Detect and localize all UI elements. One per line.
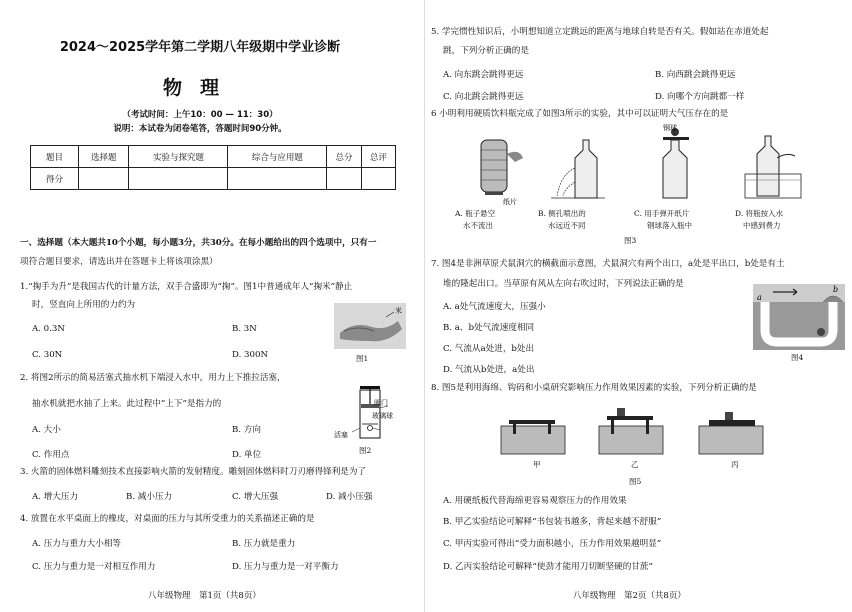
q5-line1: 5. 学完惯性知识后，小明想知道立定跳远的距离与地球自转是否有关。假如站在赤道处起 xyxy=(431,27,769,37)
score-row-label: 得分 xyxy=(31,168,79,190)
figure-3-caption-d1: D. 将瓶按入水 xyxy=(735,209,784,218)
q1-option-a[interactable]: A. 0.3N xyxy=(32,324,65,334)
q1-option-b[interactable]: B. 3N xyxy=(232,324,257,334)
figure-5-sponges xyxy=(485,400,785,456)
score-table xyxy=(30,145,396,190)
page-2-footer: 八年级物理 第2页（共8页） xyxy=(573,591,686,601)
q7-option-b[interactable]: B. a、b处气流速度相同 xyxy=(443,323,535,333)
figure-3-caption-b1: B. 侧孔喷出的 xyxy=(538,209,586,218)
figure-2-pump xyxy=(330,384,410,440)
score-header-cell: 综合与应用题 xyxy=(228,146,327,168)
q2-line1: 2. 将图2所示的简易活塞式抽水机下端浸入水中，用力上下推拉活塞， xyxy=(20,373,286,383)
figure-1-rice-label: 米 xyxy=(395,307,402,315)
q8-option-b[interactable]: B. 甲乙实验结论可解释“书包装书越多，背起来越不舒服” xyxy=(443,517,662,527)
q2-line2: 抽水机就把水抽了上来。此过程中“上下”是指力的 xyxy=(32,399,222,409)
q4-option-b[interactable]: B. 压力就是重力 xyxy=(232,539,296,549)
page-2 xyxy=(425,0,852,612)
q5-option-b[interactable]: B. 向西跳会跳得更远 xyxy=(655,70,736,80)
q2-option-d[interactable]: D. 单位 xyxy=(232,450,262,460)
q2-option-b[interactable]: B. 方向 xyxy=(232,425,261,435)
figure-3-bottles xyxy=(465,124,835,206)
figure-4-b-label: b xyxy=(833,285,839,294)
q7-option-c[interactable]: C. 气流从a处进，b处出 xyxy=(443,344,535,354)
q7-option-d[interactable]: D. 气流从b处进，a处出 xyxy=(443,365,535,375)
q3-option-b[interactable]: B. 减小压力 xyxy=(126,492,173,502)
figure-1-hands xyxy=(334,303,406,349)
score-header-cell: 选择题 xyxy=(79,146,129,168)
q5-option-c[interactable]: C. 向北跳会跳得更远 xyxy=(443,92,524,102)
figure-3-paper-label: 纸片 xyxy=(503,198,517,206)
score-cell[interactable] xyxy=(129,168,228,190)
figure-2-caption: 图2 xyxy=(359,446,372,455)
q7-line2: 堆的隆起出口。当草原有风从左向右吹过时，下列说法正确的是 xyxy=(443,279,684,289)
section1-line2: 项符合题目要求，请选出并在答题卡上将该项涂黑） xyxy=(20,257,218,267)
score-table-header-row xyxy=(31,146,396,168)
q7-line1: 7. 图4是非洲草原犬鼠洞穴的横截面示意图，犬鼠洞穴有两个出口，a处是平出口，b处是有土 xyxy=(431,259,785,269)
figure-3-steel-label: 钢球 xyxy=(663,124,677,132)
figure-4-burrow xyxy=(753,284,845,350)
figure-3-label: 图3 xyxy=(624,236,637,245)
q8-option-a[interactable]: A. 用硬纸板代替海绵更容易观察压力的作用效果 xyxy=(443,496,627,506)
q3-option-a[interactable]: A. 增大压力 xyxy=(32,492,79,502)
q3-option-c[interactable]: C. 增大压强 xyxy=(232,492,279,502)
q2-option-a[interactable]: A. 大小 xyxy=(32,425,61,435)
q6-line1: 6 小明利用硬质饮料瓶完成了如图3所示的实验，其中可以证明大气压存在的是 xyxy=(431,109,729,119)
figure-4-a-label: a xyxy=(757,293,762,302)
figure-1-caption: 图1 xyxy=(356,354,369,363)
score-cell[interactable] xyxy=(327,168,361,190)
score-cell[interactable] xyxy=(361,168,395,190)
figure-4-caption: 图4 xyxy=(791,353,804,362)
figure-5-label-jia: 甲 xyxy=(533,460,541,469)
q4-option-c[interactable]: C. 压力与重力是一对相互作用力 xyxy=(32,562,156,572)
score-cell[interactable] xyxy=(228,168,327,190)
page-1 xyxy=(0,0,425,612)
figure-3-caption-a1: A. 瓶子悬空 xyxy=(455,209,496,218)
figure-3-caption-b2: 水远近不同 xyxy=(548,221,586,230)
q1-option-c[interactable]: C. 30N xyxy=(32,350,63,360)
exam-time: （考试时间：上午10：00 — 11：30） xyxy=(122,110,278,120)
q5-line2: 跳，下列分析正确的是 xyxy=(443,46,529,56)
score-header-cell: 实验与探究题 xyxy=(129,146,228,168)
q1-option-d[interactable]: D. 300N xyxy=(232,350,268,360)
q8-line1: 8. 图5是利用海绵、钩码和小桌研究影响压力作用效果因素的实验，下列分析正确的是 xyxy=(431,383,757,393)
q5-option-d[interactable]: D. 向哪个方向跳都一样 xyxy=(655,92,745,102)
q8-option-d[interactable]: D. 乙丙实验结论可解释“使劲才能用刀切断坚硬的甘蔗” xyxy=(443,562,653,572)
figure-2-ball-label: 玻璃球 xyxy=(372,412,393,420)
score-header-cell: 题目 xyxy=(31,146,79,168)
score-cell[interactable] xyxy=(79,168,129,190)
exam-title: 2024～2025学年第二学期八年级期中学业诊断 xyxy=(59,40,341,55)
page-1-footer: 八年级物理 第1页（共8页） xyxy=(148,591,261,601)
exam-note: 说明：本试卷为闭卷笔答，答题时间90分钟。 xyxy=(113,124,287,134)
figure-5-caption: 图5 xyxy=(629,477,642,486)
figure-3-caption-c2: 钢球落入瓶中 xyxy=(647,221,692,230)
figure-2-piston-label: 活塞 xyxy=(334,431,348,439)
figure-3-caption-a2: 水不流出 xyxy=(463,221,493,230)
figure-3-caption-c1: C. 用手弹开纸片 xyxy=(634,209,690,218)
q8-option-c[interactable]: C. 甲丙实验可得出“受力面积越小，压力作用效果越明显” xyxy=(443,539,662,549)
q4-option-a[interactable]: A. 压力与重力大小相等 xyxy=(32,539,122,549)
q4-line1: 4. 放置在水平桌面上的橡皮，对桌面的压力与其所受重力的关系描述正确的是 xyxy=(20,514,315,524)
subject-title: 物理 xyxy=(162,77,237,99)
q4-option-d[interactable]: D. 压力与重力是一对平衡力 xyxy=(232,562,339,572)
score-header-cell: 总分 xyxy=(327,146,361,168)
section1-line1: 一、选择题（本大题共10个小题，每小题3分，共30分。在每小题给出的四个选项中，只有一 xyxy=(20,238,377,248)
q7-option-a[interactable]: A. a处气流速度大，压强小 xyxy=(443,302,546,312)
score-table-score-row xyxy=(31,168,396,190)
q3-option-d[interactable]: D. 减小压强 xyxy=(326,492,373,502)
score-header-cell: 总评 xyxy=(361,146,395,168)
figure-2-valve-label: 阀门 xyxy=(374,399,388,407)
figure-5-label-bing: 丙 xyxy=(731,460,739,469)
q3-line1: 3. 火箭的固体燃料雕刻技术直接影响火箭的发射精度。雕刻固体燃料时刀刃磨得锋利是为了 xyxy=(20,467,367,477)
q1-line1: 1.“掬手为升”是我国古代的计量方法，双手合盛即为“掬”。图1中普通成年人“掬米”静止 xyxy=(20,282,353,292)
figure-5-label-yi: 乙 xyxy=(631,460,639,469)
q5-option-a[interactable]: A. 向东跳会跳得更远 xyxy=(443,70,524,80)
q1-line2: 时，竖直向上所用的力约为 xyxy=(32,300,136,310)
q2-option-c[interactable]: C. 作用点 xyxy=(32,450,70,460)
figure-3-caption-d2: 中感到费力 xyxy=(743,221,781,230)
